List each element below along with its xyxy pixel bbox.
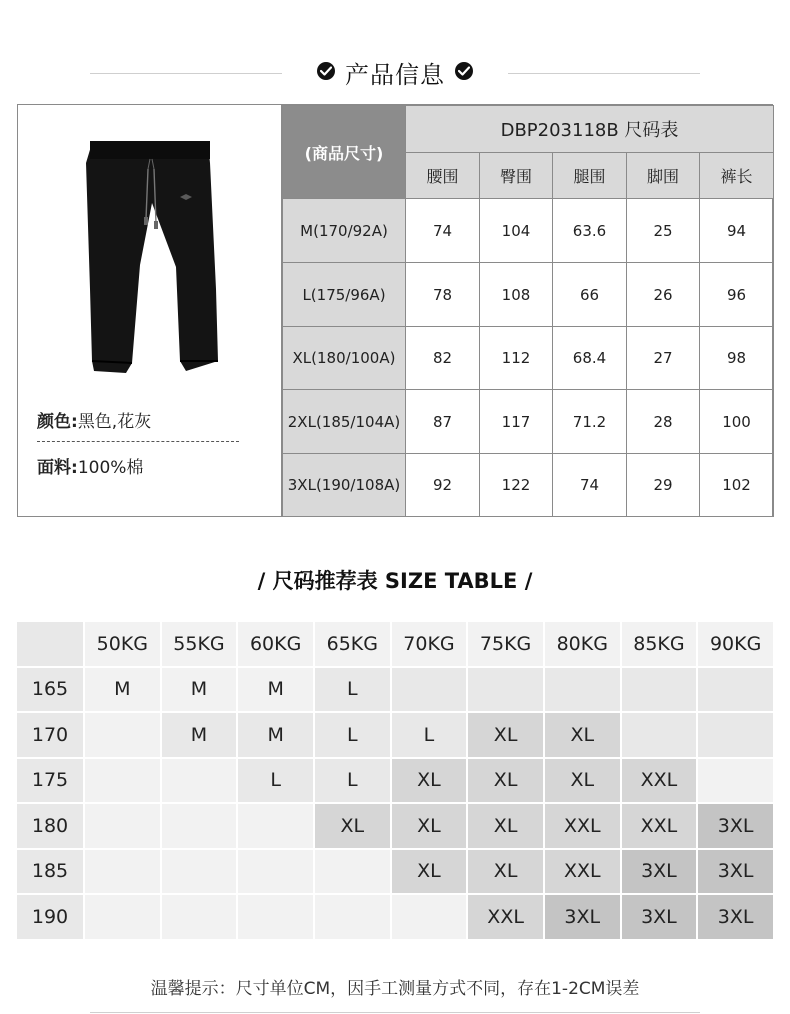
- height-row: [17, 713, 773, 757]
- col-header: 裤长: [700, 153, 774, 199]
- size-recommendation-cell: 3XL: [698, 804, 773, 848]
- value-cell: 98: [700, 327, 774, 390]
- weight-header: 65KG: [315, 622, 390, 666]
- size-recommendation-cell: 3XL: [622, 895, 697, 939]
- value-cell: 63.6: [553, 199, 627, 263]
- size-recommendation-cell: [698, 759, 773, 803]
- value-cell: 71.2: [553, 390, 627, 454]
- table-row: [283, 263, 774, 327]
- model-title: DBP203118B 尺码表: [406, 106, 774, 153]
- size-recommendation-cell: [698, 668, 773, 712]
- weight-header: 75KG: [468, 622, 543, 666]
- value-cell: 74: [553, 454, 627, 517]
- value-cell: 108: [480, 263, 553, 327]
- size-recommendation-cell: M: [162, 668, 237, 712]
- size-recommendation-cell: 3XL: [622, 850, 697, 894]
- size-recommendation-cell: [85, 713, 160, 757]
- height-row: [17, 759, 773, 803]
- value-cell: 87: [406, 390, 480, 454]
- size-recommendation-cell: XL: [468, 804, 543, 848]
- fabric-value: 100%棉: [77, 458, 144, 478]
- height-row: [17, 804, 773, 848]
- height-label: 165: [17, 668, 83, 712]
- value-cell: 27: [627, 327, 700, 390]
- weight-header: 55KG: [162, 622, 237, 666]
- size-recommendation-cell: XL: [545, 759, 620, 803]
- size-cell: 3XL(190/108A): [283, 454, 406, 517]
- value-cell: 92: [406, 454, 480, 517]
- value-cell: 66: [553, 263, 627, 327]
- value-cell: 117: [480, 390, 553, 454]
- product-info-panel: [17, 104, 773, 517]
- size-recommendation-cell: 3XL: [698, 895, 773, 939]
- size-header-cell: (商品尺寸): [283, 106, 406, 199]
- size-recommendation-cell: L: [392, 713, 467, 757]
- weight-header: 80KG: [545, 622, 620, 666]
- size-recommendation-cell: M: [238, 668, 313, 712]
- color-value: 黑色,花灰: [77, 412, 152, 432]
- size-cell: L(175/96A): [283, 263, 406, 327]
- value-cell: 102: [700, 454, 774, 517]
- size-cell: XL(180/100A): [283, 327, 406, 390]
- height-label: 175: [17, 759, 83, 803]
- size-recommendation-cell: 3XL: [698, 850, 773, 894]
- size-recommendation-cell: XXL: [622, 759, 697, 803]
- value-cell: 94: [700, 199, 774, 263]
- bottom-divider: [90, 1012, 700, 1013]
- height-row: [17, 668, 773, 712]
- dashed-divider: [37, 441, 239, 442]
- size-recommendation-table: [15, 620, 775, 941]
- section-title-text: 产品信息: [345, 61, 445, 89]
- fabric-info: [37, 453, 143, 478]
- value-cell: 28: [627, 390, 700, 454]
- table-row: [283, 454, 774, 517]
- value-cell: 96: [700, 263, 774, 327]
- section-header: [0, 0, 790, 104]
- value-cell: 100: [700, 390, 774, 454]
- pants-product-image: [80, 139, 220, 375]
- size-recommendation-cell: L: [315, 713, 390, 757]
- height-row: [17, 895, 773, 939]
- weight-header: 90KG: [698, 622, 773, 666]
- value-cell: 74: [406, 199, 480, 263]
- value-cell: 82: [406, 327, 480, 390]
- value-cell: 25: [627, 199, 700, 263]
- height-label: 185: [17, 850, 83, 894]
- size-recommendation-cell: [392, 895, 467, 939]
- measurement-table: [282, 105, 774, 517]
- table-row: [283, 390, 774, 454]
- height-label: 170: [17, 713, 83, 757]
- table-row: [283, 199, 774, 263]
- col-header: 脚围: [627, 153, 700, 199]
- size-recommendation-cell: [162, 804, 237, 848]
- weight-header: 60KG: [238, 622, 313, 666]
- value-cell: 68.4: [553, 327, 627, 390]
- value-cell: 122: [480, 454, 553, 517]
- size-cell: M(170/92A): [283, 199, 406, 263]
- size-recommendation-cell: [162, 895, 237, 939]
- size-recommendation-cell: M: [85, 668, 160, 712]
- size-recommendation-cell: [162, 759, 237, 803]
- size-recommendation-cell: XXL: [622, 804, 697, 848]
- size-recommendation-cell: XXL: [468, 895, 543, 939]
- size-recommendation-cell: XL: [468, 759, 543, 803]
- size-recommendation-cell: L: [315, 668, 390, 712]
- size-recommendation-cell: M: [238, 713, 313, 757]
- size-recommendation-cell: [85, 895, 160, 939]
- size-recommendation-cell: [468, 668, 543, 712]
- weight-header: 85KG: [622, 622, 697, 666]
- fabric-label: 面料:: [37, 458, 78, 478]
- weight-header: 70KG: [392, 622, 467, 666]
- col-header: 腿围: [553, 153, 627, 199]
- section-title: [0, 55, 790, 90]
- size-recommendation-cell: M: [162, 713, 237, 757]
- size-recommendation-cell: XL: [392, 759, 467, 803]
- size-recommendation-cell: XXL: [545, 804, 620, 848]
- size-cell: 2XL(185/104A): [283, 390, 406, 454]
- weight-header-row: [17, 622, 773, 666]
- size-recommendation-cell: L: [315, 759, 390, 803]
- size-recommendation-cell: [85, 804, 160, 848]
- size-recommendation-cell: XL: [392, 804, 467, 848]
- size-recommendation-cell: [698, 713, 773, 757]
- col-header: 腰围: [406, 153, 480, 199]
- size-recommendation-cell: L: [238, 759, 313, 803]
- size-recommendation-cell: 3XL: [545, 895, 620, 939]
- size-recommendation-cell: XL: [468, 713, 543, 757]
- value-cell: 26: [627, 263, 700, 327]
- check-circle-icon: [455, 62, 473, 80]
- size-recommendation-cell: XL: [468, 850, 543, 894]
- size-recommendation-cell: XL: [392, 850, 467, 894]
- size-recommendation-cell: [545, 668, 620, 712]
- height-label: 190: [17, 895, 83, 939]
- size-recommendation-cell: XXL: [545, 850, 620, 894]
- product-summary: [18, 105, 282, 516]
- size-recommendation-cell: [392, 668, 467, 712]
- size-recommendation-cell: [238, 850, 313, 894]
- size-recommendation-cell: XL: [315, 804, 390, 848]
- value-cell: 112: [480, 327, 553, 390]
- size-recommendation-cell: [238, 804, 313, 848]
- size-table-title: / 尺码推荐表 SIZE TABLE /: [257, 569, 533, 593]
- value-cell: 29: [627, 454, 700, 517]
- weight-header: 50KG: [85, 622, 160, 666]
- table-row: [283, 327, 774, 390]
- col-header: 臀围: [480, 153, 553, 199]
- value-cell: 104: [480, 199, 553, 263]
- height-row: [17, 850, 773, 894]
- size-recommendation-cell: [162, 850, 237, 894]
- size-recommendation-cell: [238, 895, 313, 939]
- size-recommendation-cell: [315, 895, 390, 939]
- check-circle-icon: [317, 62, 335, 80]
- value-cell: 78: [406, 263, 480, 327]
- size-recommendation-cell: XL: [545, 713, 620, 757]
- size-recommendation-cell: [622, 668, 697, 712]
- color-label: 颜色:: [37, 412, 78, 432]
- height-label: 180: [17, 804, 83, 848]
- size-recommendation-cell: [85, 759, 160, 803]
- size-recommendation-cell: [315, 850, 390, 894]
- measurement-note: 温馨提示：尺寸单位CM，因手工测量方式不同，存在1-2CM误差: [150, 979, 640, 999]
- color-info: [37, 407, 151, 432]
- size-recommendation-cell: [85, 850, 160, 894]
- corner-cell: [17, 622, 83, 666]
- size-recommendation-cell: [622, 713, 697, 757]
